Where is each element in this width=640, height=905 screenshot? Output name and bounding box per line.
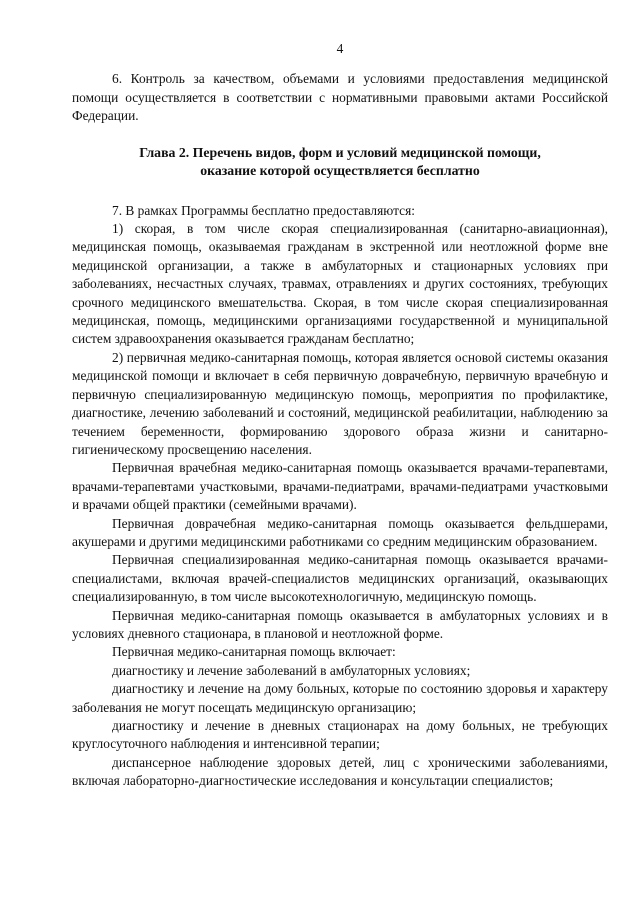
paragraph: Первичная специализированная медико-санитарная помощь оказывается врачами-специалистами, включая врачей-специалистов медицинских организаций, оказывающих специализированную, в том числе высокотехнологичную, медицинскую помощь. bbox=[72, 552, 608, 605]
paragraph: диагностику и лечение на дому больных, которые по состоянию здоровья и характеру заболевания не могут посещать медицинскую организацию; bbox=[72, 681, 608, 715]
chapter-heading-line1: Глава 2. Перечень видов, форм и условий медицинской помощи, bbox=[139, 144, 541, 160]
chapter-heading-line2: оказание которой осуществляется бесплатно bbox=[200, 162, 480, 178]
paragraph: 2) первичная медико-санитарная помощь, которая является основой системы оказания медицинской помощи и включает в себя первичную доврачебную, первичную врачебную и первичную специализированную медицинскую помощь, мероприятия по профилактике, диагностике, лечению заболеваний и состояний, медицинской реабилитации, наблюдению за течением беременности, формированию здорового образа жизни и санитарно-гигиеническому просвещению населения. bbox=[72, 349, 608, 457]
paragraph: диагностику и лечение заболеваний в амбулаторных условиях; bbox=[112, 662, 471, 678]
paragraph: 1) скорая, в том числе скорая специализированная (санитарно-авиационная), медицинская помощь, оказываемая гражданам в экстренной или неотложной форме вне медицинской организации, а также в амбулаторных и стационарных условиях при заболеваниях, несчастных случаях, травмах, отравлениях и других состояниях, требующих срочного медицинского вмешательства. Скорая, в том числе скорая специализированная медицинская, помощь, медицинскими организациями государственной и муниципальной систем здравоохранения оказывается гражданам бесплатно; bbox=[72, 221, 608, 347]
paragraph: Первичная медико-санитарная помощь включает: bbox=[112, 644, 396, 660]
chapter-heading bbox=[72, 144, 608, 180]
paragraph: диагностику и лечение в дневных стационарах на дому больных, не требующих круглосуточного наблюдения и интенсивной терапии; bbox=[72, 718, 608, 752]
paragraph: диспансерное наблюдение здоровых детей, лиц с хроническими заболеваниями, включая лабораторно-диагностические исследования и консультации специалистов; bbox=[72, 754, 608, 789]
paragraph: 7. В рамках Программы бесплатно предоставляются: bbox=[112, 202, 415, 218]
paragraph: Первичная доврачебная медико-санитарная помощь оказывается фельдшерами, акушерами и другими медицинскими работниками со средним медицинским образованием. bbox=[72, 515, 608, 549]
page-number: 4 bbox=[336, 41, 344, 56]
intro-paragraph: 6. Контроль за качеством, объемами и условиями предоставления медицинской помощи осуществляется в соответствии с нормативными правовыми актами Российской Федерации. bbox=[72, 71, 608, 124]
paragraph: Первичная медико-санитарная помощь оказывается в амбулаторных условиях и в условиях дневного стационара, в плановой и неотложной форме. bbox=[72, 607, 608, 641]
paragraph: Первичная врачебная медико-санитарная помощь оказывается врачами-терапевтами, врачами-терапевтами участковыми, врачами-педиатрами, врачами-педиатрами участковыми и врачами общей практики (семейными врачами). bbox=[72, 460, 608, 513]
